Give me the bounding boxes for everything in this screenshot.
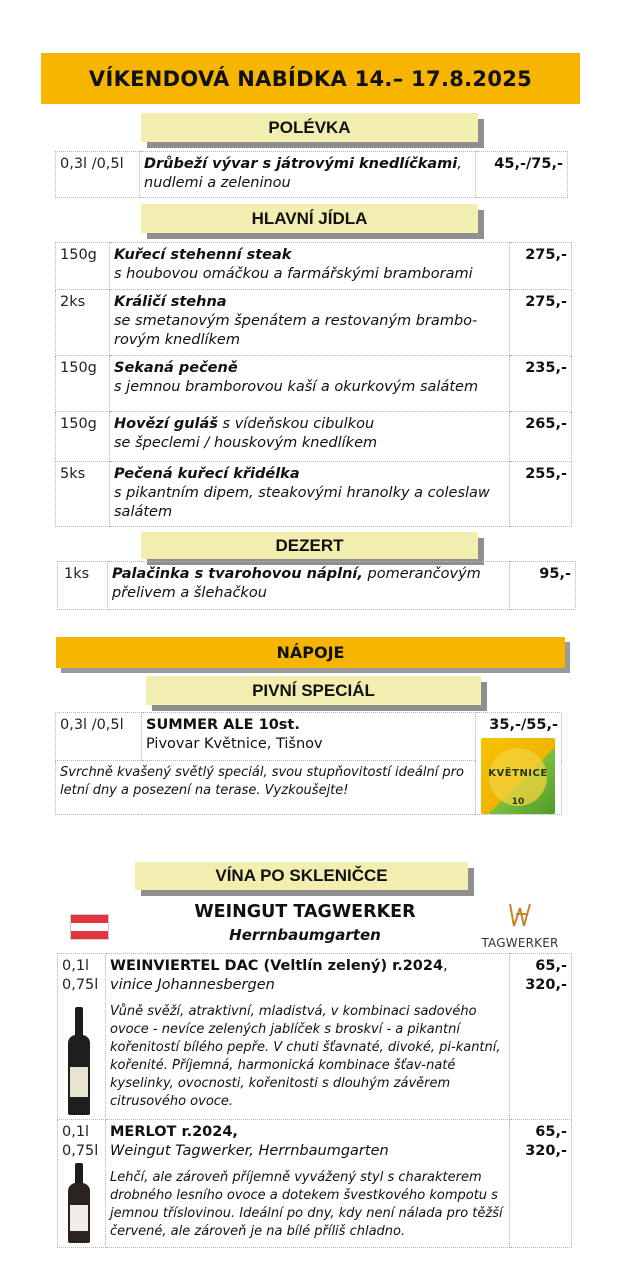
- wine-sub: Weingut Tagwerker, Herrnbaumgarten: [110, 1143, 389, 1159]
- wine-price-bottle: 320,-: [525, 977, 567, 993]
- item-price: 275,-: [510, 243, 572, 290]
- item-price: 275,-: [510, 290, 572, 356]
- soup-desc: , nudlemi a zeleninou: [144, 156, 462, 191]
- dessert-table: [57, 561, 576, 610]
- wine-sub: vinice Johannesbergen: [110, 977, 275, 993]
- mains-table: [55, 242, 572, 527]
- item-price: 265,-: [510, 412, 572, 462]
- item-qty: 5ks: [56, 462, 110, 527]
- section-beer: PIVNÍ SPECIÁL: [146, 676, 481, 705]
- item-dish: [110, 462, 510, 527]
- item-name: Hovězí guláš: [114, 416, 218, 432]
- item-price: 255,-: [510, 462, 572, 527]
- soup-price: 45,-/75,-: [476, 152, 568, 198]
- item-price: 235,-: [510, 356, 572, 412]
- wine-price-glass: 65,-: [535, 958, 567, 974]
- drinks-banner: NÁPOJE: [56, 637, 565, 668]
- table-row: [56, 356, 572, 412]
- table-row: [58, 1120, 572, 1248]
- wine-qty-cell: [58, 1120, 106, 1248]
- beer-price-cell: [476, 713, 562, 815]
- wine-name-suffix: ,: [443, 958, 448, 974]
- item-desc: s houbovou omáčkou a farmářskými bramborami: [114, 266, 473, 282]
- winery-name: WEINGUT TAGWERKER: [194, 902, 416, 922]
- table-row: [56, 412, 572, 462]
- dessert-desc: pomerančovým přelivem a šlehačkou: [112, 566, 481, 601]
- beer-logo: [481, 738, 555, 814]
- item-name: Sekaná pečeně: [114, 360, 238, 376]
- wine-qty-bottle: 0,75l: [62, 977, 99, 993]
- tagwerker-logo: [480, 900, 560, 950]
- dessert-price: 95,-: [510, 562, 576, 610]
- soup-name: Drůbeží vývar s játrovými knedlíčkami: [144, 156, 458, 172]
- table-row: [56, 290, 572, 356]
- wine-qty-cell: [58, 954, 106, 1120]
- beer-price: 35,-/55,-: [489, 717, 558, 733]
- table-row: [56, 462, 572, 527]
- beer-desc: Svrchně kvašený světlý speciál, svou stupňovitostí ideální pro letní dny a posezení na terase. Vyzkoušejte!: [56, 761, 476, 815]
- wine-info: [106, 954, 510, 1120]
- wine-price-glass: 65,-: [535, 1124, 567, 1140]
- wine-price-cell: [510, 1120, 572, 1248]
- item-qty: 150g: [56, 412, 110, 462]
- section-dessert: DEZERT: [141, 532, 478, 559]
- wine-qty-glass: 0,1l: [62, 1124, 90, 1140]
- beer-logo-number: 10: [511, 797, 525, 807]
- wine-name: MERLOT r.2024,: [110, 1124, 238, 1140]
- item-dish: [110, 243, 510, 290]
- beer-table: [55, 712, 562, 815]
- section-soup: POLÉVKA: [141, 113, 478, 142]
- wine-info: [106, 1120, 510, 1248]
- white-wine-bottle-icon: [68, 1007, 90, 1115]
- beer-brewery: Pivovar Květnice, Tišnov: [146, 736, 323, 752]
- table-row: [58, 562, 576, 610]
- dessert-qty: 1ks: [58, 562, 108, 610]
- table-row: [56, 152, 568, 198]
- item-name: Králičí stehna: [114, 294, 227, 310]
- section-wines: VÍNA PO SKLENIČCE: [135, 862, 468, 890]
- wine-qty-bottle: 0,75l: [62, 1143, 99, 1159]
- austria-flag-icon: [70, 914, 109, 940]
- soup-qty: 0,3l /0,5l: [56, 152, 140, 198]
- soup-dish: [140, 152, 476, 198]
- item-dish: [110, 412, 510, 462]
- item-qty: 150g: [56, 356, 110, 412]
- item-name: Kuřecí stehenní steak: [114, 247, 292, 263]
- wine-qty-glass: 0,1l: [62, 958, 90, 974]
- beer-logo-text: KVĚTNICE: [488, 768, 548, 779]
- table-row: [58, 954, 572, 1120]
- menu-title: VÍKENDOVÁ NABÍDKA 14.– 17.8.2025: [41, 53, 580, 104]
- soup-table: [55, 151, 568, 198]
- item-desc-inline: s vídeňskou cibulkou: [217, 416, 375, 432]
- red-wine-bottle-icon: [68, 1163, 90, 1243]
- item-qty: 2ks: [56, 290, 110, 356]
- winery-location: Herrnbaumgarten: [229, 926, 381, 944]
- section-mains: HLAVNÍ JÍDLA: [141, 204, 478, 233]
- wine-desc: Lehčí, ale zároveň příjemně vyvážený styl s charakterem drobného lesního ovoce a dotekem švestkového kompotu s jemnou tříslovinou. Ideální po dny, kdy není nálada pro těžší červené, ale zároveň je na bílé příliš chladno.: [110, 1170, 503, 1239]
- item-name: Pečená kuřecí křidélka: [114, 466, 300, 482]
- item-dish: [110, 290, 510, 356]
- dessert-dish: [108, 562, 510, 610]
- table-row: [56, 713, 562, 761]
- item-qty: 150g: [56, 243, 110, 290]
- table-row: [56, 243, 572, 290]
- item-desc: s jemnou bramborovou kaší a okurkovým salátem: [114, 379, 479, 395]
- tagwerker-mark-icon: [480, 900, 560, 932]
- item-dish: [110, 356, 510, 412]
- wine-price-cell: [510, 954, 572, 1120]
- item-desc: s pikantním dipem, steakovými hranolky a coleslaw salátem: [114, 485, 490, 520]
- wine-name: WEINVIERTEL DAC (Veltlín zelený) r.2024: [110, 958, 444, 974]
- item-desc: se smetanovým špenátem a restovaným brambo-rovým knedlíkem: [114, 313, 478, 348]
- wine-price-bottle: 320,-: [525, 1143, 567, 1159]
- beer-info: [142, 713, 476, 761]
- tagwerker-brand: TAGWERKER: [481, 936, 559, 950]
- beer-qty: 0,3l /0,5l: [56, 713, 142, 761]
- wines-table: [57, 953, 572, 1248]
- beer-name: SUMMER ALE 10st.: [146, 717, 300, 733]
- item-desc: se špeclemi / houskovým knedlíkem: [114, 435, 378, 451]
- wine-desc: Vůně svěží, atraktivní, mladistvá, v kombinaci sadového ovoce - nevíce zelených jablíček s broskví - a pikantní kořenitostí bílého pepře. V chuti šťavnaté, divoké, pi-kantní, kořenité. Příjemná, harmonická kombinace šťav-naté kyselinky, ovocnosti, kořenitosti s dlouhým závěrem citrusového ovoce.: [110, 1004, 501, 1109]
- dessert-name: Palačinka s tvarohovou náplní,: [112, 566, 363, 582]
